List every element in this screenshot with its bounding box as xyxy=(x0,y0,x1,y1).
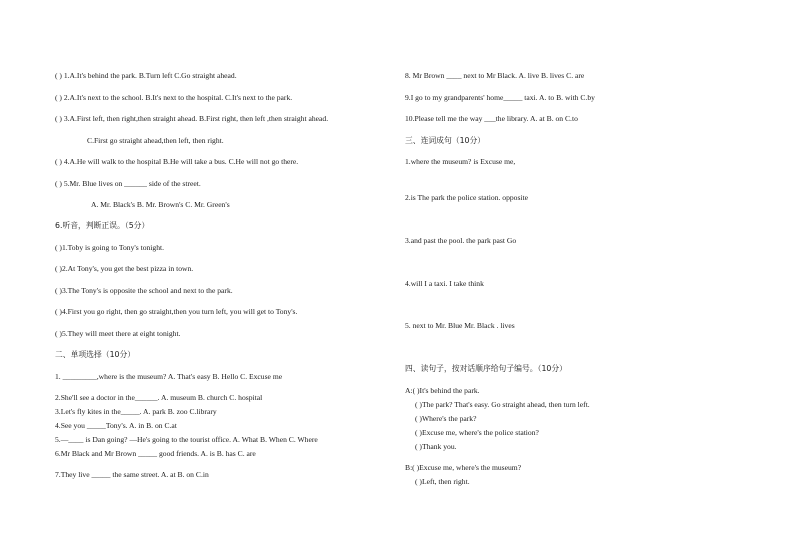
choice-question-10: 10.Please tell me the way ___the library. A. at B. on C.to xyxy=(405,114,578,123)
choice-question-2: 2.She'll see a doctor in the______. A. museum B. church C. hospital xyxy=(55,393,263,402)
choice-question-7: 7.They live _____ the same street. A. at B. on C.in xyxy=(55,470,209,479)
true-false-2: ( )2.At Tony's, you get the best pizza in town. xyxy=(55,264,194,273)
choice-question-5: 5.—____ is Dan going? —He's going to the tourist office. A. What B. When C. Where xyxy=(55,435,318,444)
dialogue-a-line-1: A:( )It's behind the park. xyxy=(405,386,480,395)
dialogue-a-line-2: ( )The park? That's easy. Go straight ahead, then turn left. xyxy=(415,400,590,409)
sentence-words-5: 5. next to Mr. Blue Mr. Black . lives xyxy=(405,321,515,330)
section-3-heading: 三、连词成句（10分） xyxy=(405,136,486,145)
choice-question-4: 4.See you _____Tony's. A. in B. on C.at xyxy=(55,421,177,430)
choice-question-8: 8. Mr Brown ____ next to Mr Black. A. live B. lives C. are xyxy=(405,71,585,80)
sentence-words-3: 3.and past the pool. the park past Go xyxy=(405,236,517,245)
listen-question-5: ( ) 5.Mr. Blue lives on ______ side of the street. xyxy=(55,179,201,188)
dialogue-a-line-3: ( )Where's the park? xyxy=(415,414,477,423)
listen-question-1: ( ) 1.A.It's behind the park. B.Turn left C.Go straight ahead. xyxy=(55,71,237,80)
choice-question-9: 9.I go to my grandparents' home_____ taxi. A. to B. with C.by xyxy=(405,93,595,102)
listen-question-2: ( ) 2.A.It's next to the school. B.It's next to the hospital. C.It's next to the park. xyxy=(55,93,293,102)
true-false-4: ( )4.First you go right, then go straight,then you turn left, you will get to Tony's. xyxy=(55,307,298,316)
sentence-words-4: 4.will I a taxi. I take think xyxy=(405,279,484,288)
dialogue-b-line-2: ( )Left, then right. xyxy=(415,477,470,486)
section-2-heading: 二、单项选择（10分） xyxy=(55,350,136,359)
listen-question-3-option-c: C.First go straight ahead,then left, then right. xyxy=(87,136,224,145)
dialogue-b-line-1: B:( )Excuse me, where's the museum? xyxy=(405,463,522,472)
true-false-5: ( )5.They will meet there at eight tonight. xyxy=(55,329,181,338)
dialogue-a-line-5: ( )Thank you. xyxy=(415,442,457,451)
listen-question-4: ( ) 4.A.He will walk to the hospital B.He will take a bus. C.He will not go there. xyxy=(55,157,299,166)
true-false-3: ( )3.The Tony's is opposite the school and next to the park. xyxy=(55,286,233,295)
section-6-heading: 6.听音，判断正误。（5分） xyxy=(55,221,150,230)
sentence-words-2: 2.is The park the police station. opposite xyxy=(405,193,529,202)
section-4-heading: 四、读句子，按对话顺序给句子编号。（10分） xyxy=(405,364,567,373)
choice-question-1: 1. _________,where is the museum? A. That's easy B. Hello C. Excuse me xyxy=(55,372,283,381)
true-false-1: ( )1.Toby is going to Tony's tonight. xyxy=(55,243,165,252)
dialogue-a-line-4: ( )Excuse me, where's the police station? xyxy=(415,428,539,437)
listen-question-3: ( ) 3.A.First left, then right,then straight ahead. B.First right, then left ,then straight ahead. xyxy=(55,114,329,123)
choice-question-3: 3.Let's fly kites in the_____. A. park B. zoo C.library xyxy=(55,407,217,416)
listen-question-5-options: A. Mr. Black's B. Mr. Brown's C. Mr. Green's xyxy=(91,200,230,209)
sentence-words-1: 1.where the museum? is Excuse me, xyxy=(405,157,516,166)
choice-question-6: 6.Mr Black and Mr Brown _____ good friends. A. is B. has C. are xyxy=(55,449,256,458)
